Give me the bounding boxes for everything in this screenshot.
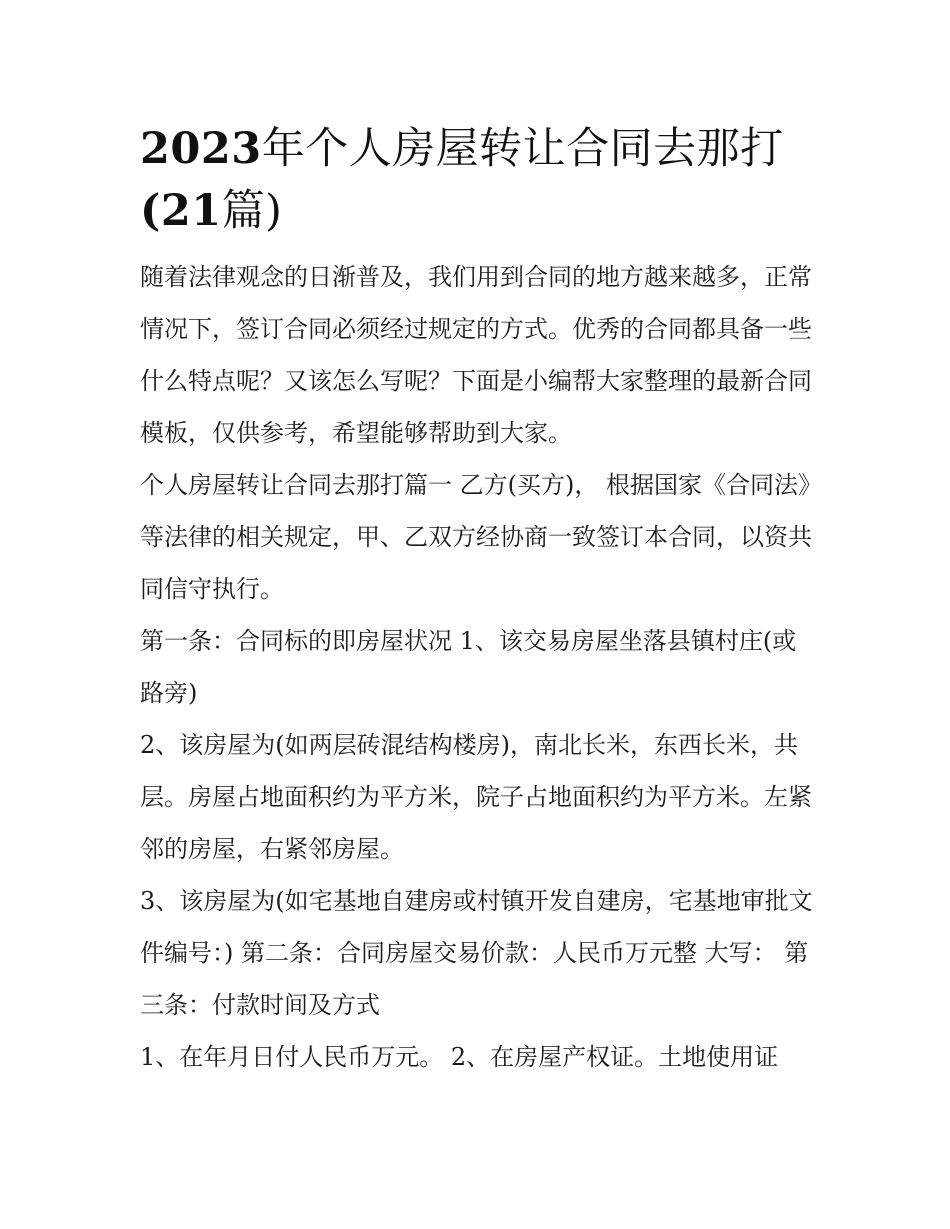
paragraph-preamble: 个人房屋转让合同去那打篇一 乙方(买方)， 根据国家《合同法》等法律的相关规定，甲、乙双方经协商一致签订本合同，以资共同信守执行。 xyxy=(140,471,812,603)
paragraph-clause-2: 2、该房屋为(如两层砖混结构楼房)，南北长米，东西长米，共层。房屋占地面积约为平方米，院子占地面积约为平方米。左紧邻的房屋，右紧邻房屋。 xyxy=(140,731,812,863)
paragraph-payment: 1、在年月日付人民币万元。 2、在房屋产权证。土地使用证 xyxy=(140,1043,779,1071)
title-year: 2023 xyxy=(140,124,262,174)
paragraph-intro: 随着法律观念的日渐普及，我们用到合同的地方越来越多，正常情况下，签订合同必须经过规定的方式。优秀的合同都具备一些什么特点呢？又该怎么写呢？下面是小编帮大家整理的最新合同模板，仅供参考，希望能够帮助到大家。 xyxy=(140,263,812,447)
paragraph-clause-3: 3、该房屋为(如宅基地自建房或村镇开发自建房，宅基地审批文件编号：) 第二条：合同房屋交易价款：人民币万元整 大写： 第三条：付款时间及方式 xyxy=(140,887,813,1019)
document-title xyxy=(140,118,815,242)
paragraph-article-1: 第一条：合同标的即房屋状况 1、该交易房屋坐落县镇村庄(或路旁) xyxy=(140,627,797,707)
document-body xyxy=(140,118,815,1083)
title-text: 年个人房屋转让合同去那打 xyxy=(261,124,784,174)
title-count: (21 xyxy=(140,186,222,236)
title-suffix: 篇) xyxy=(221,186,283,236)
